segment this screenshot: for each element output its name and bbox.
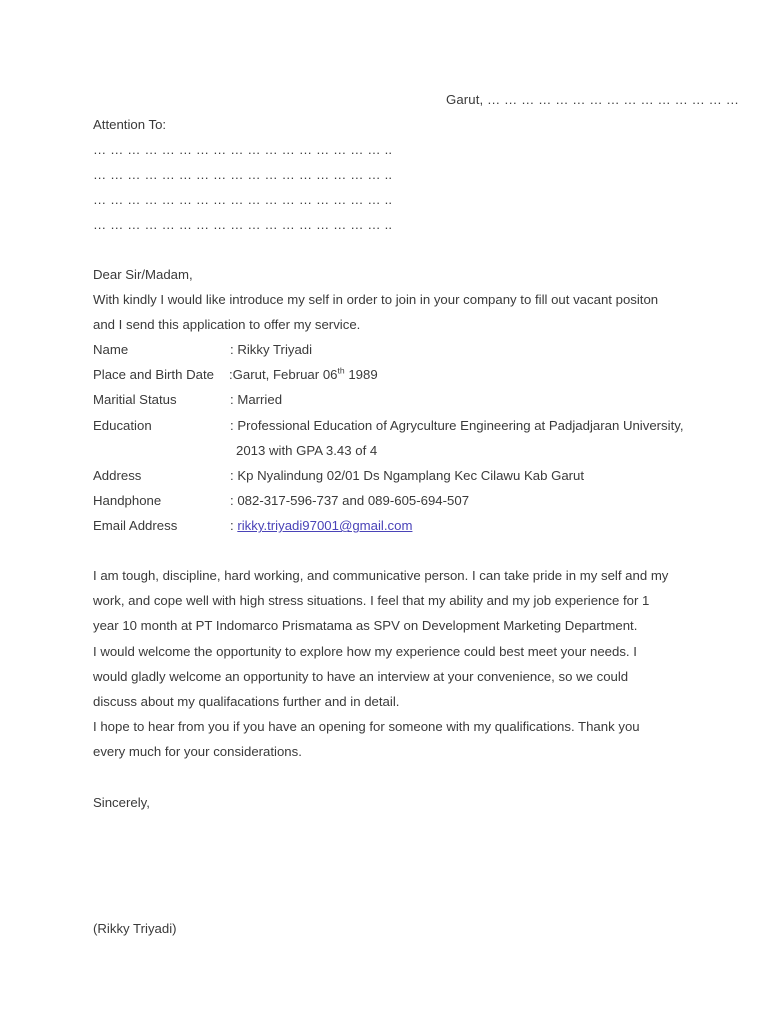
detail-separator: : [230,518,238,534]
detail-text-suffix: 1989 [344,367,378,383]
detail-value-handphone [230,488,469,513]
detail-value-email-address [230,513,412,538]
recipient-line-4: … … … … … … … … … … … … … … … … … .. [93,217,393,232]
detail-text: Rikky Triyadi [237,342,313,357]
detail-value-education [230,413,684,438]
table-row [93,337,675,362]
signature-name: (Rikky Triyadi) [93,921,177,936]
detail-value-maritial-status [230,387,282,412]
recipient-line-1: … … … … … … … … … … … … … … … … … .. [93,142,393,157]
table-row [93,513,675,538]
body-paragraph-3: I hope to hear from you if you have an opening for someone with my qualifications. Thank you every much for your considerations. [93,719,640,760]
body-paragraph-1: I am tough, discipline, hard working, and communicative person. I can take pride in my self and my work, and cope well with high stress situations. I feel that my ability and my job experience for 1 year 10 month at PT Indomarco Prismatama as SPV on Development Marketing Department. [93,568,669,634]
detail-separator: : [229,367,233,383]
detail-text: Kp Nyalindung 02/01 Ds Ngamplang Kec Cilawu Kab Garut [237,467,585,483]
detail-text: 082-317-596-737 and 089-605-694-507 [237,493,470,509]
intro-paragraph: With kindly I would like introduce my self in order to join in your company to fill out vacant positon and I send this application to offer my service. [93,292,659,333]
detail-separator: : [230,493,238,509]
recipient-line-2: … … … … … … … … … … … … … … … … … .. [93,167,393,182]
detail-value-name [230,337,312,362]
date-line: Garut, … … … … … … … … … … … … … … … [446,92,740,107]
detail-separator: : [230,417,238,433]
table-row [93,387,675,412]
table-row [93,413,684,438]
detail-label-education: Education [93,417,152,433]
table-row [93,463,675,488]
detail-value-address [230,463,584,488]
table-row [93,488,675,513]
email-link[interactable]: rikky.triyadi97001@gmail.com [237,518,413,534]
detail-label-name: Name [93,342,129,357]
ordinal-superscript: th [337,365,345,376]
body-paragraph-2: I would welcome the opportunity to explore how my experience could best meet your needs. I would gladly welcome an opportunity to have an interview at your convenience, so we could discuss about my qualifacations further and in detail. [93,644,637,710]
table-row [93,362,675,387]
detail-label-place-and-birth-date: Place and Birth Date [93,367,214,383]
attention-to-label: Attention To: [93,117,167,132]
detail-value-place-and-birth-date [229,362,378,387]
detail-label-maritial-status: Maritial Status [93,392,177,408]
recipient-line-3: … … … … … … … … … … … … … … … … … .. [93,192,393,207]
applicant-details-table [93,337,684,539]
salutation: Dear Sir/Madam, [93,267,193,282]
detail-text: Married [237,392,283,408]
detail-value-education-continuation: 2013 with GPA 3.43 of 4 [236,442,378,458]
closing-line: Sincerely, [93,795,150,810]
detail-label-email-address: Email Address [93,518,178,534]
detail-label-address: Address [93,467,142,483]
table-row-continuation [93,438,675,463]
detail-text: Professional Education of Agryculture Engineering at Padjadjaran University, [237,417,684,433]
detail-separator: : [230,467,238,483]
detail-separator: : [230,342,238,357]
detail-label-handphone: Handphone [93,493,162,509]
detail-text: Garut, Februar 06 [232,367,338,383]
detail-separator: : [230,392,238,408]
